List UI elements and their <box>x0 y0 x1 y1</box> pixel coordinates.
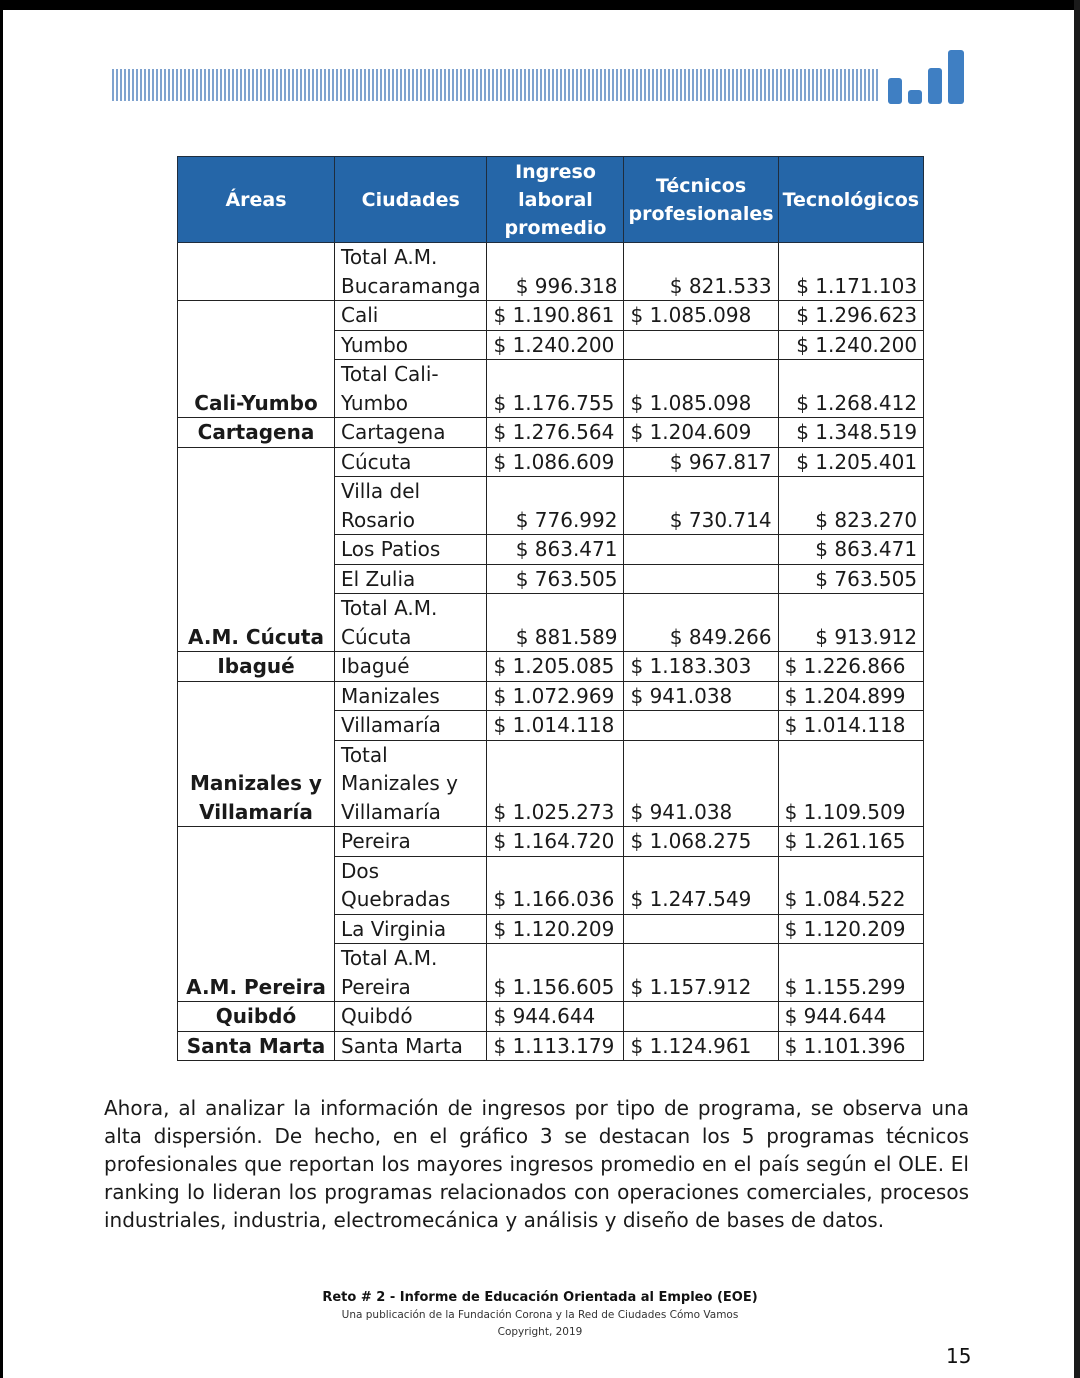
city-cell: Total A.M. Bucaramanga <box>335 243 487 301</box>
area-cell: Ibagué <box>178 652 335 682</box>
city-cell: El Zulia <box>335 564 487 594</box>
tecnologicos-cell: $ 1.101.396 <box>778 1031 923 1061</box>
city-cell: Los Patios <box>335 535 487 565</box>
tecnologicos-cell: $ 1.348.519 <box>778 418 923 448</box>
header-tecnologicos: Tecnológicos <box>778 157 923 243</box>
city-cell: Manizales <box>335 681 487 711</box>
ingreso-cell: $ 944.644 <box>487 1002 624 1032</box>
ingreso-cell: $ 1.276.564 <box>487 418 624 448</box>
tecnicos-cell: $ 1.124.961 <box>624 1031 778 1061</box>
table-row <box>178 681 924 711</box>
table-row <box>178 418 924 448</box>
ingreso-cell: $ 1.166.036 <box>487 856 624 914</box>
tecnologicos-cell: $ 863.471 <box>778 535 923 565</box>
ingreso-cell: $ 1.156.605 <box>487 944 624 1002</box>
ingreso-cell: $ 1.025.273 <box>487 740 624 827</box>
tecnologicos-cell: $ 1.109.509 <box>778 740 923 827</box>
tecnologicos-cell: $ 1.171.103 <box>778 243 923 301</box>
city-cell: Villamaría <box>335 711 487 741</box>
ingreso-cell: $ 1.014.118 <box>487 711 624 741</box>
city-cell: Cali <box>335 301 487 331</box>
city-cell: Yumbo <box>335 330 487 360</box>
header-ingreso: Ingreso laboral promedio <box>487 157 624 243</box>
bar-chart-icon <box>888 48 966 104</box>
tecnicos-cell <box>624 711 778 741</box>
right-border <box>1074 0 1080 1378</box>
body-paragraph: Ahora, al analizar la información de ingresos por tipo de programa, se observa una alta dispersión. De hecho, en el gráfico 3 se destacan los 5 programas técnicos profesionales que reportan los mayores ingresos promedio en el país según el OLE. El ranking lo lideran los programas relacionados con operaciones comerciales, procesos industriales, industria, electromecánica y análisis y diseño de bases de datos. <box>104 1096 969 1232</box>
tecnologicos-cell: $ 1.268.412 <box>778 360 923 418</box>
city-cell: Total A.M. Pereira <box>335 944 487 1002</box>
city-cell: Dos Quebradas <box>335 856 487 914</box>
header-ciudades: Ciudades <box>335 157 487 243</box>
tecnologicos-cell: $ 1.204.899 <box>778 681 923 711</box>
ingreso-cell: $ 1.240.200 <box>487 330 624 360</box>
tecnologicos-cell: $ 1.240.200 <box>778 330 923 360</box>
ingreso-cell: $ 1.086.609 <box>487 447 624 477</box>
area-cell: A.M. Cúcuta <box>178 447 335 652</box>
ingreso-cell: $ 1.205.085 <box>487 652 624 682</box>
tecnologicos-cell: $ 1.120.209 <box>778 914 923 944</box>
tecnicos-cell: $ 1.157.912 <box>624 944 778 1002</box>
tecnologicos-cell: $ 1.205.401 <box>778 447 923 477</box>
footer-subtitle: Una publicación de la Fundación Corona y la Red de Ciudades Cómo Vamos <box>341 1309 739 1321</box>
ingreso-cell: $ 996.318 <box>487 243 624 301</box>
table-row <box>178 827 924 857</box>
page-number: 15 <box>946 1344 972 1368</box>
city-cell: Total Cali-Yumbo <box>335 360 487 418</box>
tecnicos-cell <box>624 914 778 944</box>
area-cell: A.M. Pereira <box>178 827 335 1002</box>
footer-title: Reto # 2 - Informe de Educación Orientada al Empleo (EOE) <box>322 1290 758 1305</box>
area-cell: Manizales y Villamaría <box>178 681 335 827</box>
header-tecnicos: Técnicos profesionales <box>624 157 778 243</box>
city-cell: Quibdó <box>335 1002 487 1032</box>
tecnologicos-cell: $ 1.226.866 <box>778 652 923 682</box>
decorative-hatch-band <box>112 69 880 101</box>
ingreso-cell: $ 1.164.720 <box>487 827 624 857</box>
tecnicos-cell <box>624 330 778 360</box>
area-cell: Cartagena <box>178 418 335 448</box>
tecnicos-cell: $ 730.714 <box>624 477 778 535</box>
tecnicos-cell: $ 1.247.549 <box>624 856 778 914</box>
area-cell <box>178 243 335 301</box>
city-cell: Villa del Rosario <box>335 477 487 535</box>
table-row <box>178 652 924 682</box>
table-row <box>178 301 924 331</box>
tecnologicos-cell: $ 1.261.165 <box>778 827 923 857</box>
ingreso-cell: $ 1.113.179 <box>487 1031 624 1061</box>
tecnicos-cell: $ 941.038 <box>624 740 778 827</box>
tecnologicos-cell: $ 1.014.118 <box>778 711 923 741</box>
footer-copyright: Copyright, 2019 <box>497 1326 583 1338</box>
city-cell: Total Manizales y Villamaría <box>335 740 487 827</box>
city-cell: La Virginia <box>335 914 487 944</box>
ingreso-cell: $ 1.072.969 <box>487 681 624 711</box>
tecnicos-cell <box>624 564 778 594</box>
tecnicos-cell: $ 967.817 <box>624 447 778 477</box>
area-cell: Santa Marta <box>178 1031 335 1061</box>
ingreso-cell: $ 1.120.209 <box>487 914 624 944</box>
ingreso-cell: $ 863.471 <box>487 535 624 565</box>
tecnicos-cell: $ 1.068.275 <box>624 827 778 857</box>
tecnicos-cell: $ 941.038 <box>624 681 778 711</box>
city-cell: Pereira <box>335 827 487 857</box>
tecnicos-cell: $ 821.533 <box>624 243 778 301</box>
tecnicos-cell: $ 1.204.609 <box>624 418 778 448</box>
city-cell: Cartagena <box>335 418 487 448</box>
table-row <box>178 447 924 477</box>
tecnologicos-cell: $ 913.912 <box>778 594 923 652</box>
city-cell: Total A.M. Cúcuta <box>335 594 487 652</box>
ingreso-cell: $ 1.176.755 <box>487 360 624 418</box>
top-border <box>0 0 1080 10</box>
tecnicos-cell <box>624 1002 778 1032</box>
city-cell: Ibagué <box>335 652 487 682</box>
tecnologicos-cell: $ 763.505 <box>778 564 923 594</box>
table-row <box>178 243 924 301</box>
ingreso-cell: $ 881.589 <box>487 594 624 652</box>
tecnicos-cell: $ 1.085.098 <box>624 301 778 331</box>
ingreso-cell: $ 1.190.861 <box>487 301 624 331</box>
tecnicos-cell <box>624 535 778 565</box>
table-row <box>178 1031 924 1061</box>
area-cell: Quibdó <box>178 1002 335 1032</box>
tecnicos-cell: $ 1.183.303 <box>624 652 778 682</box>
tecnicos-cell: $ 849.266 <box>624 594 778 652</box>
tecnologicos-cell: $ 1.155.299 <box>778 944 923 1002</box>
table-row <box>178 1002 924 1032</box>
ingreso-cell: $ 763.505 <box>487 564 624 594</box>
header-areas: Áreas <box>178 157 335 243</box>
tecnologicos-cell: $ 823.270 <box>778 477 923 535</box>
area-cell: Cali-Yumbo <box>178 301 335 418</box>
left-border <box>0 0 3 1378</box>
tecnologicos-cell: $ 1.084.522 <box>778 856 923 914</box>
income-table <box>177 156 924 1061</box>
city-cell: Cúcuta <box>335 447 487 477</box>
tecnicos-cell: $ 1.085.098 <box>624 360 778 418</box>
city-cell: Santa Marta <box>335 1031 487 1061</box>
tecnologicos-cell: $ 944.644 <box>778 1002 923 1032</box>
tecnologicos-cell: $ 1.296.623 <box>778 301 923 331</box>
ingreso-cell: $ 776.992 <box>487 477 624 535</box>
